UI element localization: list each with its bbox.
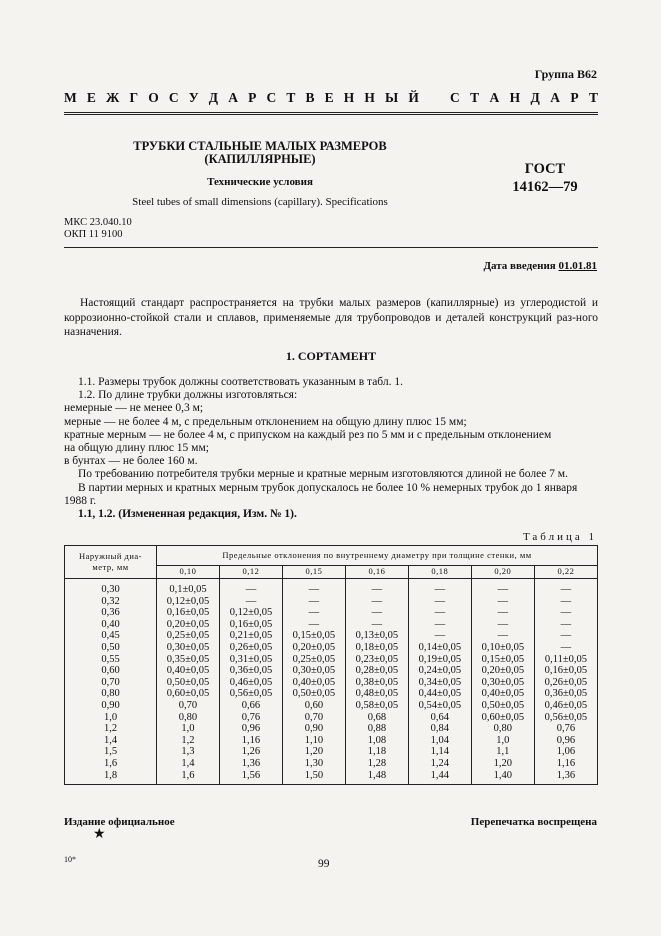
clause-1-1: 1.1. Размеры трубок должны соответствовать указанным в табл. 1. [78, 376, 403, 388]
tolerance-cell: 0,90 [282, 723, 345, 735]
amendment-note: 1.1, 1.2. (Измененная редакция, Изм. № 1). [78, 508, 297, 521]
outer-diameter-cell: 0,40 [65, 619, 157, 631]
tolerance-cell: 0,66 [219, 700, 282, 712]
tolerance-cell: 1,18 [345, 746, 408, 758]
tolerance-cell: 0,50±0,05 [471, 700, 534, 712]
outer-diameter-cell: 1,2 [65, 723, 157, 735]
banner-letter: Н [509, 90, 521, 105]
outer-diameter-cell: 1,0 [65, 712, 157, 724]
tolerance-cell: 0,46±0,05 [534, 700, 597, 712]
tolerance-cell: — [345, 596, 408, 608]
header-outer-diameter: Наружный диа-метр, мм [65, 546, 157, 579]
tolerance-cell: 0,64 [408, 712, 471, 724]
table-row [65, 665, 598, 677]
thickness-header-cell: 0,15 [282, 566, 345, 579]
tolerance-cell: — [408, 630, 471, 642]
tolerance-cell: 0,15±0,05 [282, 630, 345, 642]
tolerance-cell: 0,30±0,05 [282, 665, 345, 677]
tolerance-cell: — [471, 579, 534, 596]
gost-number: 14162—79 [512, 179, 578, 195]
tolerance-cell: 0,76 [534, 723, 597, 735]
thickness-header-cell: 0,12 [219, 566, 282, 579]
title-line-1: ТРУБКИ СТАЛЬНЫЕ МАЛЫХ РАЗМЕРОВ [133, 139, 387, 153]
tolerance-cell: 0,28±0,05 [345, 665, 408, 677]
tolerance-cell: 0,96 [219, 723, 282, 735]
tolerance-cell: 0,16±0,05 [219, 619, 282, 631]
table-row [65, 723, 598, 735]
thickness-header-cell: 0,10 [157, 566, 220, 579]
codes-divider [64, 247, 598, 248]
tolerance-cell: 0,56±0,05 [534, 712, 597, 724]
english-title: Steel tubes of small dimensions (capillary). Specifications [132, 196, 388, 208]
tolerance-cell: 0,13±0,05 [345, 630, 408, 642]
tolerance-cell: — [345, 607, 408, 619]
banner-letter: Н [364, 90, 375, 105]
tolerance-cell: — [282, 596, 345, 608]
table-row [65, 630, 598, 642]
tolerance-cell: 0,60±0,05 [471, 712, 534, 724]
star-mark: ★ [93, 827, 106, 842]
tolerance-cell: 1,36 [534, 770, 597, 785]
banner-letter: С [266, 90, 277, 105]
outer-diameter-cell: 1,8 [65, 770, 157, 785]
outer-diameter-cell: 0,36 [65, 607, 157, 619]
gost-label: ГОСТ [524, 161, 566, 177]
effective-date-label: Дата введения [483, 260, 559, 272]
tolerance-cell: 0,56±0,05 [219, 688, 282, 700]
tolerance-cell: — [282, 619, 345, 631]
tolerance-cell: 0,40±0,05 [471, 688, 534, 700]
tolerance-cell: 0,20±0,05 [157, 619, 220, 631]
tolerance-cell: 0,25±0,05 [157, 630, 220, 642]
tolerance-cell: 1,2 [157, 735, 220, 747]
tolerance-cell: 0,54±0,05 [408, 700, 471, 712]
batch-note: В партии мерных и кратных мерным трубок допускалось не более 10 % немерных трубок до 1 января [78, 481, 578, 494]
table-row [65, 607, 598, 619]
tolerance-cell: 0,16±0,05 [157, 607, 220, 619]
tolerance-cell: 1,48 [345, 770, 408, 785]
tolerance-cell: 1,26 [219, 746, 282, 758]
tolerance-cell: 0,31±0,05 [219, 654, 282, 666]
tolerance-cell: 1,28 [345, 758, 408, 770]
tolerance-cell: 0,50±0,05 [157, 677, 220, 689]
banner-letter: Ы [385, 90, 399, 105]
tolerance-cell: — [534, 596, 597, 608]
tolerance-cell: 0,23±0,05 [345, 654, 408, 666]
tolerance-cell: 0,38±0,05 [345, 677, 408, 689]
tolerance-cell: 0,60±0,05 [157, 688, 220, 700]
tolerance-cell: 1,16 [534, 758, 597, 770]
length-multiple-cont: на общую длину плюс 15 мм; [64, 442, 209, 455]
banner-letter: О [148, 90, 159, 105]
banner-letter: У [188, 90, 199, 105]
tolerance-cell: 0,40±0,05 [157, 665, 220, 677]
tolerance-cell: 0,80 [157, 712, 220, 724]
tolerance-cell: 1,56 [219, 770, 282, 785]
title-line-2: (КАПИЛЛЯРНЫЕ) [204, 152, 316, 166]
header-divider-thin [64, 114, 598, 115]
thickness-header-cell: 0,16 [345, 566, 408, 579]
sheet-mark: 10* [64, 855, 76, 864]
batch-note-cont: 1988 г. [64, 494, 97, 507]
banner-letter: Р [248, 90, 257, 105]
banner-letter: Ж [106, 90, 120, 105]
banner-word-standard [450, 90, 598, 106]
header-tolerance-group: Предельные отклонения по внутреннему диаметру при толщине стенки, мм [157, 546, 598, 566]
tolerance-cell: — [471, 619, 534, 631]
tolerance-cell: 1,30 [282, 758, 345, 770]
banner-word-interstate [64, 90, 419, 106]
tolerance-cell: 0,18±0,05 [345, 642, 408, 654]
tolerance-cell: 1,0 [471, 735, 534, 747]
tolerance-cell: — [219, 579, 282, 596]
table-row [65, 688, 598, 700]
tolerance-cell: — [534, 619, 597, 631]
tolerance-cell: 0,48±0,05 [345, 688, 408, 700]
table-row [65, 677, 598, 689]
tolerance-cell: — [471, 596, 534, 608]
length-measured: мерные — не более 4 м, с предельным отклонением на общую длину плюс 15 мм; [64, 415, 467, 428]
tolerance-cell: — [408, 596, 471, 608]
tolerance-cell: — [534, 579, 597, 596]
page-number: 99 [318, 858, 330, 870]
tolerance-cell: 0,26±0,05 [219, 642, 282, 654]
tolerance-cell: 0,21±0,05 [219, 630, 282, 642]
tolerance-cell: 1,20 [471, 758, 534, 770]
tolerance-cell: 1,50 [282, 770, 345, 785]
tolerance-cell: 0,46±0,05 [219, 677, 282, 689]
effective-date [483, 260, 597, 272]
banner-letter: С [168, 90, 179, 105]
table-row [65, 735, 598, 747]
tolerance-cell: 0,50±0,05 [282, 688, 345, 700]
tolerance-cell: — [471, 607, 534, 619]
tolerance-cell: 0,14±0,05 [408, 642, 471, 654]
tolerance-cell: 0,84 [408, 723, 471, 735]
tolerance-cell: 1,40 [471, 770, 534, 785]
banner-letter: Р [570, 90, 579, 105]
table-row [65, 596, 598, 608]
table-row [65, 712, 598, 724]
tolerance-cell: 0,88 [345, 723, 408, 735]
length-multiple: кратные мерным — не более 4 м, с припуском на каждый рез по 5 мм и с предельным отклонением [64, 428, 552, 441]
tolerance-cell: 0,15±0,05 [471, 654, 534, 666]
tolerance-cell: 0,1±0,05 [157, 579, 220, 596]
tolerance-cell: 0,25±0,05 [282, 654, 345, 666]
mks-code: МКС 23.040.10 [64, 217, 132, 228]
section-body [64, 376, 598, 521]
tolerance-cell: 0,44±0,05 [408, 688, 471, 700]
banner-letter: Т [588, 90, 598, 105]
banner-letter: Д [530, 90, 540, 105]
tolerance-cell: 0,80 [471, 723, 534, 735]
tolerance-cell: 1,10 [282, 735, 345, 747]
tolerance-cell: — [534, 630, 597, 642]
outer-diameter-cell: 0,30 [65, 579, 157, 596]
tolerance-cell: — [345, 619, 408, 631]
document-subtitle: Технические условия [207, 176, 313, 188]
table-row [65, 642, 598, 654]
tolerance-cell: — [408, 619, 471, 631]
thickness-header-cell: 0,20 [471, 566, 534, 579]
tolerance-cell: 1,14 [408, 746, 471, 758]
tolerance-cell: — [408, 607, 471, 619]
section-heading: 1. СОРТАМЕНТ [285, 349, 377, 363]
tolerance-cell: 0,34±0,05 [408, 677, 471, 689]
banner-letter: Е [86, 90, 96, 105]
tolerance-cell: 0,76 [219, 712, 282, 724]
tolerance-cell: 0,20±0,05 [282, 642, 345, 654]
tolerance-cell: 0,68 [345, 712, 408, 724]
tolerance-cell: 0,19±0,05 [408, 654, 471, 666]
outer-diameter-cell: 0,60 [65, 665, 157, 677]
thickness-header-cell: 0,18 [408, 566, 471, 579]
table-body [65, 579, 598, 785]
outer-diameter-cell: 1,4 [65, 735, 157, 747]
table-row [65, 700, 598, 712]
tolerance-cell: 1,06 [534, 746, 597, 758]
table-row [65, 579, 598, 596]
tolerance-cell: 0,36±0,05 [534, 688, 597, 700]
tolerance-cell: 1,16 [219, 735, 282, 747]
table-row [65, 770, 598, 785]
length-coils: в бунтах — не более 160 м. [64, 455, 198, 468]
intro-paragraph: Настоящий стандарт распространяется на трубки малых размеров (капиллярные) из углеродистой и коррозионно-стойкой стали и сплавов, применяемые для трубопроводов и деталей конструкций раз-ного назначения. [64, 297, 598, 338]
tolerance-cell: 0,10±0,05 [471, 642, 534, 654]
banner-letter: Г [129, 90, 139, 105]
banner-letter: А [550, 90, 560, 105]
tolerance-cell: — [282, 579, 345, 596]
banner-letter: Й [408, 90, 419, 105]
tolerance-cell: 0,16±0,05 [534, 665, 597, 677]
tolerance-cell: 0,12±0,05 [219, 607, 282, 619]
standard-banner [64, 90, 598, 106]
official-edition: Издание официальное [64, 816, 175, 828]
banner-letter: В [305, 90, 315, 105]
tolerance-cell: — [219, 596, 282, 608]
reprint-notice: Перепечатка воспрещена [470, 816, 597, 828]
tolerance-cell: 0,30±0,05 [157, 642, 220, 654]
effective-date-value: 01.01.81 [558, 260, 597, 272]
tolerance-cell: 1,24 [408, 758, 471, 770]
outer-diameter-cell: 0,55 [65, 654, 157, 666]
table-row [65, 758, 598, 770]
tolerance-cell: — [408, 579, 471, 596]
tolerance-cell: 1,0 [157, 723, 220, 735]
tolerance-cell: 1,44 [408, 770, 471, 785]
tolerance-cell: 0,36±0,05 [219, 665, 282, 677]
tolerance-cell: 1,20 [282, 746, 345, 758]
tolerance-cell: 0,35±0,05 [157, 654, 220, 666]
tolerance-cell: — [282, 607, 345, 619]
document-title [130, 140, 390, 166]
tolerance-cell: 0,26±0,05 [534, 677, 597, 689]
length-unmeasured: немерные — не менее 0,3 м; [64, 402, 204, 415]
tolerance-cell: 0,24±0,05 [408, 665, 471, 677]
banner-letter: Д [208, 90, 219, 105]
banner-letter: Е [324, 90, 334, 105]
clause-1-2: 1.2. По длине трубки должны изготовляться: [78, 389, 298, 402]
tolerance-cell: 1,36 [219, 758, 282, 770]
tolerance-cell: 0,12±0,05 [157, 596, 220, 608]
banner-letter: Н [343, 90, 355, 105]
banner-letter: С [450, 90, 460, 105]
thickness-header-cell: 0,22 [534, 566, 597, 579]
header-divider [64, 112, 598, 113]
tolerance-cell: 1,04 [408, 735, 471, 747]
tolerance-cell: — [345, 579, 408, 596]
outer-diameter-cell: 0,90 [65, 700, 157, 712]
table-row [65, 619, 598, 631]
okp-code: ОКП 11 9100 [64, 229, 123, 240]
banner-letter: А [489, 90, 500, 105]
tolerance-cell: 1,3 [157, 746, 220, 758]
banner-letter: Т [470, 90, 480, 105]
group-label: Группа В62 [534, 67, 597, 81]
outer-diameter-cell: 1,6 [65, 758, 157, 770]
outer-diameter-cell: 0,50 [65, 642, 157, 654]
tolerance-cell: 1,08 [345, 735, 408, 747]
tolerance-cell: 0,40±0,05 [282, 677, 345, 689]
tolerance-cell: 0,58±0,05 [345, 700, 408, 712]
outer-diameter-cell: 0,70 [65, 677, 157, 689]
tolerance-cell: 1,4 [157, 758, 220, 770]
tolerance-cell: 0,60 [282, 700, 345, 712]
table-row [65, 746, 598, 758]
banner-letter: А [228, 90, 238, 105]
tolerance-cell: — [471, 630, 534, 642]
banner-letter: М [64, 90, 77, 105]
tolerance-cell: 0,96 [534, 735, 597, 747]
table-caption: Таблица 1 [522, 531, 597, 543]
tolerance-cell: 1,1 [471, 746, 534, 758]
tolerance-cell: — [534, 642, 597, 654]
tolerance-cell: 0,30±0,05 [471, 677, 534, 689]
banner-letter: Т [286, 90, 296, 105]
outer-diameter-cell: 1,5 [65, 746, 157, 758]
outer-diameter-cell: 0,32 [65, 596, 157, 608]
tolerance-cell: — [534, 607, 597, 619]
tolerance-cell: 0,11±0,05 [534, 654, 597, 666]
tolerance-cell: 0,70 [157, 700, 220, 712]
outer-diameter-cell: 0,80 [65, 688, 157, 700]
classification-codes [64, 217, 132, 241]
outer-diameter-cell: 0,45 [65, 630, 157, 642]
tolerance-cell: 1,6 [157, 770, 220, 785]
tolerance-cell: 0,70 [282, 712, 345, 724]
tolerance-table [64, 545, 598, 785]
table-row [65, 654, 598, 666]
customer-request: По требованию потребителя трубки мерные и кратные мерным изготовляются длиной не более 7 м. [78, 468, 568, 481]
tolerance-cell: 0,20±0,05 [471, 665, 534, 677]
gost-designation [500, 160, 590, 196]
